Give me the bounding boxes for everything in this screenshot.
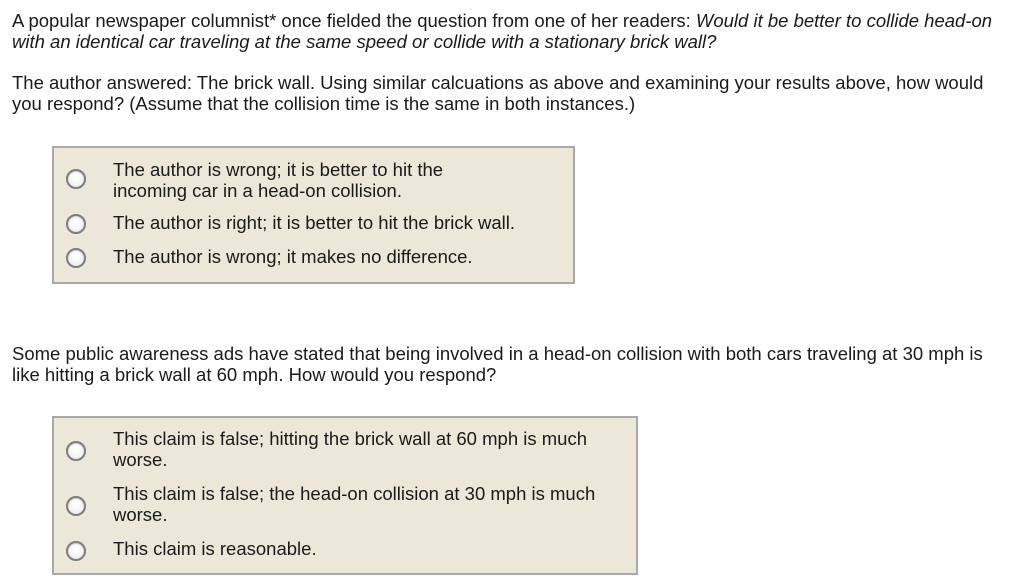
question1-intro xyxy=(12,10,1007,52)
radio-button-icon[interactable] xyxy=(66,169,86,189)
radio-button-icon[interactable] xyxy=(66,496,86,516)
question1-prompt: The author answered: The brick wall. Using similar calcuations as above and examining your results above, how would you respond? (Assume that the collision time is the same in both instances.) xyxy=(12,72,984,114)
radio-button-icon[interactable] xyxy=(66,214,86,234)
option-label: The author is wrong; it is better to hit the incoming car in a head-on collision. xyxy=(113,159,444,201)
question1-option-2[interactable] xyxy=(54,212,573,238)
question2-choices xyxy=(52,416,638,575)
option-label: The author is right; it is better to hit the brick wall. xyxy=(113,212,516,233)
option-label: This claim is false; the head-on collision at 30 mph is much worse. xyxy=(113,483,596,525)
radio-button-icon[interactable] xyxy=(66,541,86,561)
option-label: This claim is false; hitting the brick wall at 60 mph is much worse. xyxy=(113,428,587,470)
question2-option-1[interactable] xyxy=(54,428,636,472)
option-label: The author is wrong; it makes no difference. xyxy=(113,246,473,267)
radio-button-icon[interactable] xyxy=(66,248,86,268)
question1-option-3[interactable] xyxy=(54,246,573,272)
question1-choices xyxy=(52,146,575,284)
question1-intro-text: A popular newspaper columnist* once fielded the question from one of her readers: xyxy=(12,10,696,31)
radio-button-icon[interactable] xyxy=(66,441,86,461)
question2-option-2[interactable] xyxy=(54,483,636,527)
question2-prompt: Some public awareness ads have stated that being involved in a head-on collision with both cars traveling at 30 mph is like hitting a brick wall at 60 mph. How would you respond? xyxy=(12,343,983,385)
question1-option-1[interactable] xyxy=(54,156,573,200)
question1-reader-question: Would it be better to collide head-on with an identical car traveling at the same speed or collide with a stationary brick wall? xyxy=(12,10,993,52)
question2-option-3[interactable] xyxy=(54,538,636,564)
option-label: This claim is reasonable. xyxy=(113,538,317,559)
